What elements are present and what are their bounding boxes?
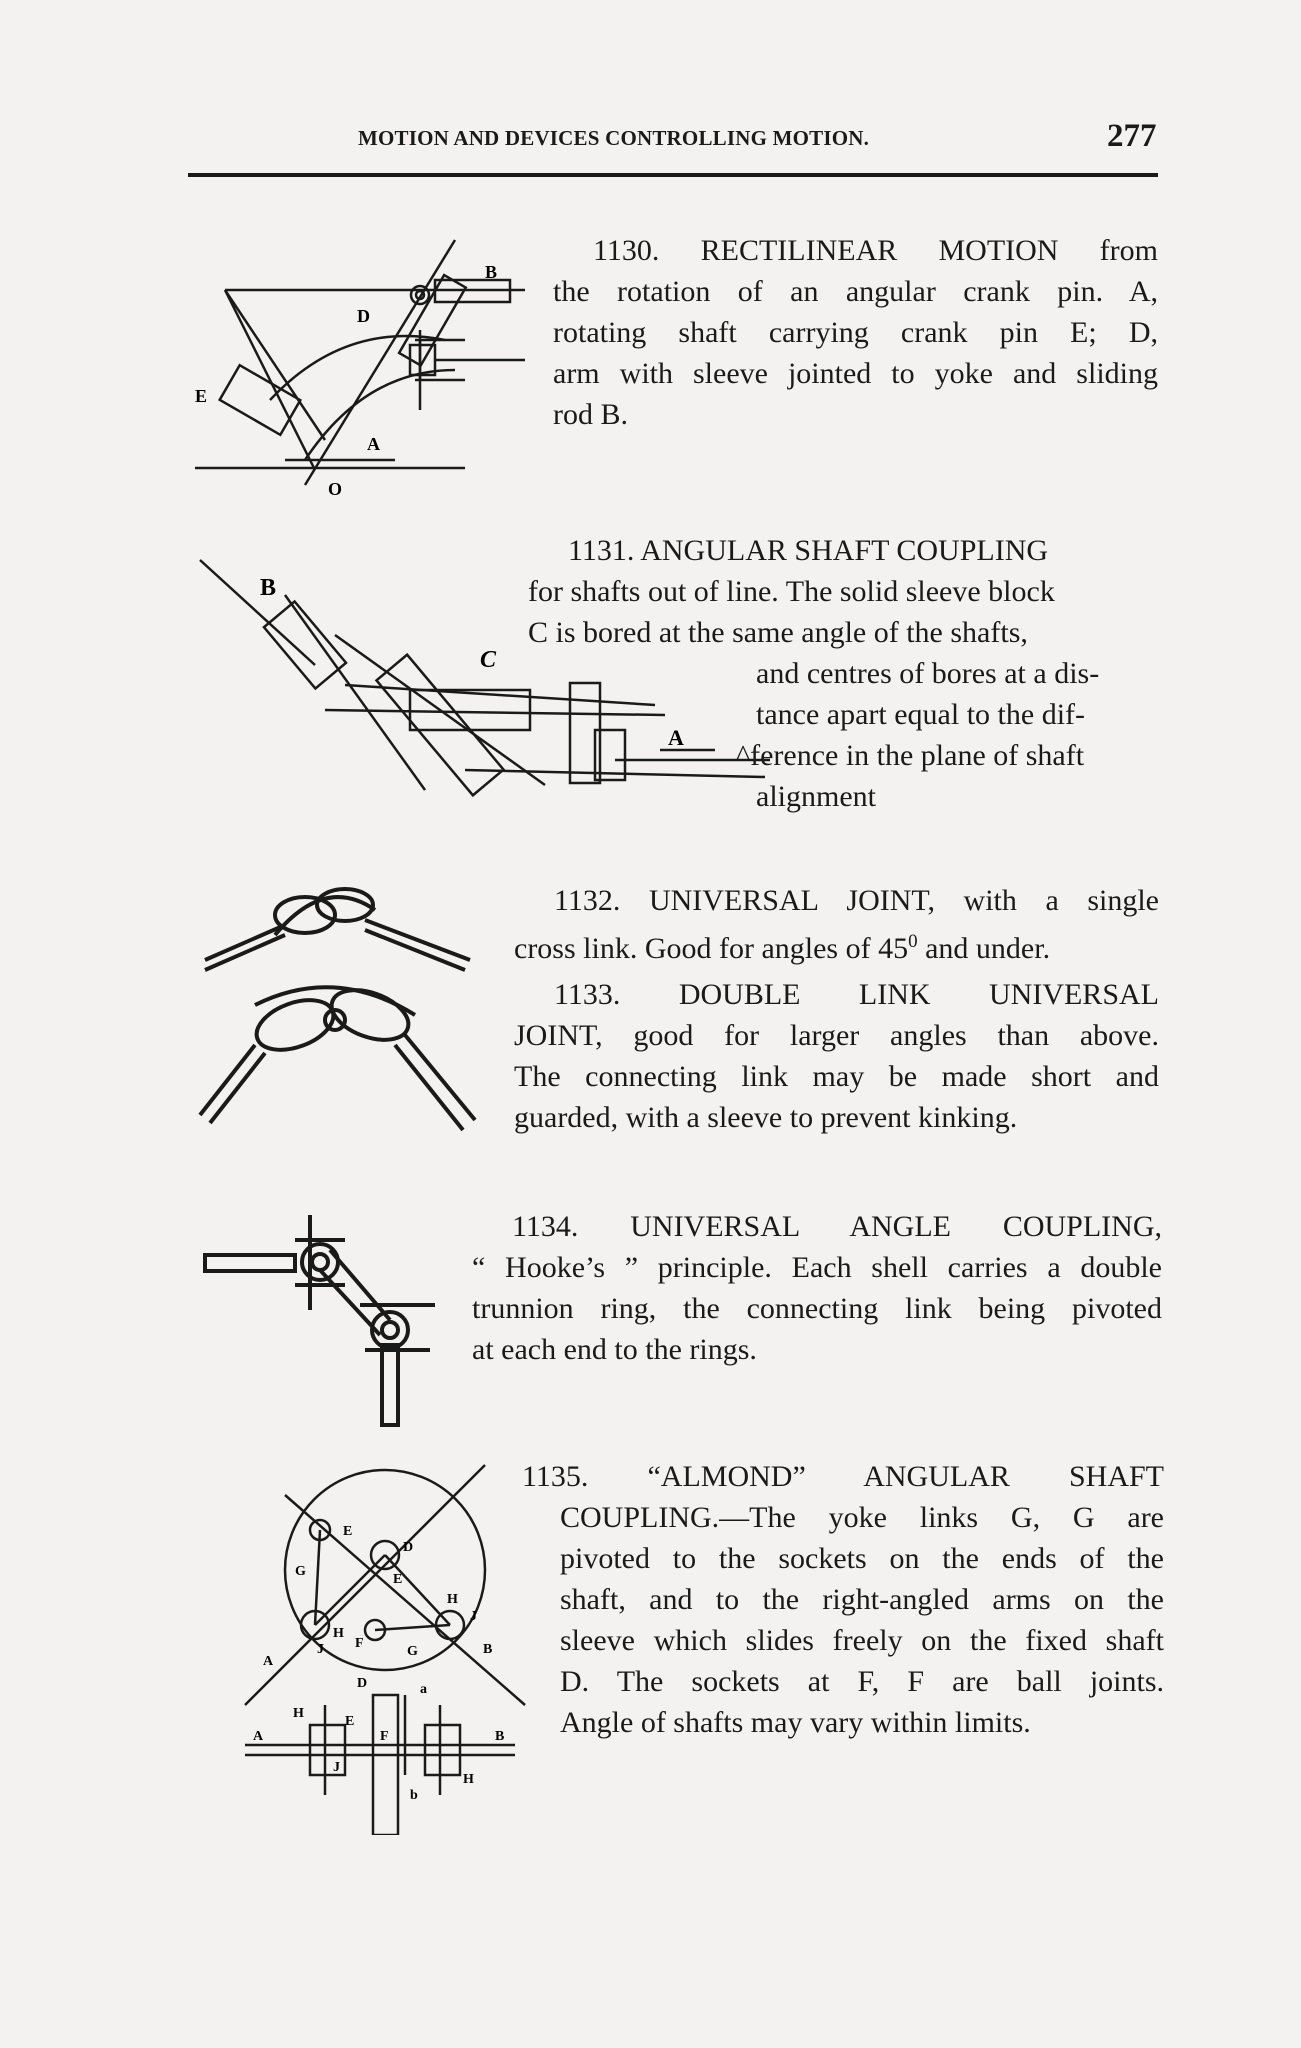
entry-line: ^ference in the plane of shaft [736, 739, 1085, 772]
figure-label: A [263, 1654, 274, 1669]
entry-line: 1131. ANGULAR SHAFT COUPLING [568, 534, 1049, 567]
figure-label: J [333, 1760, 340, 1775]
crank-mechanism-drawing [195, 230, 535, 505]
almond-coupling-drawing [225, 1455, 545, 1835]
entry-line-text: and under. [917, 932, 1051, 965]
entry-line: guarded, with a sleeve to prevent kinking. [514, 1101, 1018, 1134]
entry-1134 [472, 1206, 1162, 1370]
figure-label: H [447, 1592, 458, 1607]
figure-label: G [295, 1564, 306, 1579]
entry-line: the rotation of an angular crank pin. A, [553, 275, 1158, 308]
figure-label: B [485, 262, 498, 282]
entry-line: shaft, and to the right-angled arms on the [560, 1583, 1164, 1616]
hookes-coupling-drawing [200, 1210, 450, 1430]
figure-label: H [293, 1706, 304, 1721]
figure-label: G [407, 1644, 418, 1659]
entry-line: COUPLING.—The yoke links G, G are [560, 1501, 1164, 1534]
angular-shaft-coupling-drawing [195, 555, 775, 805]
entry-line: The connecting link may be made short and [514, 1060, 1159, 1093]
figure-label: B [260, 575, 277, 601]
entry-line: tance apart equal to the dif- [756, 698, 1086, 731]
figure-label: E [345, 1714, 355, 1729]
entry-line: rod B. [553, 398, 628, 431]
entry-line: 1134. UNIVERSAL ANGLE COUPLING, [512, 1210, 1162, 1243]
figure-label: F [355, 1636, 364, 1651]
entry-1130 [553, 230, 1158, 435]
figure-label: J [317, 1642, 324, 1657]
figure-label: a [420, 1682, 427, 1697]
figure-label: O [328, 479, 343, 499]
entry-line: pivoted to the sockets on the ends of the [560, 1542, 1164, 1575]
entry-line: arm with sleeve jointed to yoke and sliding [553, 357, 1158, 390]
figure-label: H [463, 1772, 474, 1787]
entry-line: 1132. UNIVERSAL JOINT, with a single [554, 884, 1159, 917]
figure-label: A [253, 1729, 264, 1744]
entry-line: at each end to the rings. [472, 1333, 757, 1366]
figure-label: J [470, 1609, 477, 1624]
figure-label: D [403, 1540, 414, 1555]
entry-line: 1133. DOUBLE LINK UNIVERSAL [554, 978, 1159, 1011]
figure-label: A [668, 725, 684, 750]
header-rule [188, 173, 1158, 177]
figure-label: C [480, 647, 497, 673]
entry-line: trunnion ring, the connecting link being pivoted [472, 1292, 1162, 1325]
figure-1132-1133 [195, 875, 495, 1145]
figure-1135 [225, 1455, 545, 1835]
figure-label: H [333, 1626, 344, 1641]
universal-joints-drawing [195, 875, 495, 1145]
figure-label: A [367, 434, 380, 454]
entry-1132 [514, 880, 1159, 969]
entry-line: D. The sockets at F, F are ball joints. [560, 1665, 1164, 1698]
figure-label: E [343, 1524, 353, 1539]
entry-1133 [514, 974, 1159, 1138]
entry-line: for shafts out of line. The solid sleeve block [528, 575, 1055, 608]
figure-label: E [195, 386, 208, 406]
figure-1134 [200, 1210, 450, 1430]
figure-1131 [195, 555, 775, 805]
running-head: MOTION AND DEVICES CONTROLLING MOTION. [358, 126, 870, 150]
figure-label: B [483, 1642, 493, 1657]
entry-line: 1135. “ALMOND” ANGULAR SHAFT [522, 1460, 1164, 1493]
entry-line: Angle of shafts may vary within limits. [560, 1706, 1031, 1739]
figure-1130 [195, 230, 535, 505]
figure-label: b [410, 1788, 418, 1803]
figure-label: E [393, 1572, 403, 1587]
entry-line: 1130. RECTILINEAR MOTION from [593, 234, 1158, 267]
entry-line: JOINT, good for larger angles than above. [514, 1019, 1159, 1052]
figure-label: D [357, 306, 370, 326]
entry-line-text: cross link. Good for angles of 45 [514, 932, 909, 965]
superscript-degree: 0 [908, 931, 918, 952]
entry-1135 [522, 1456, 1164, 1743]
page-number: 277 [1107, 118, 1157, 154]
entry-line [514, 921, 1159, 969]
entry-line: and centres of bores at a dis- [756, 657, 1100, 690]
entry-line: rotating shaft carrying crank pin E; D, [553, 316, 1158, 349]
entry-line: C is bored at the same angle of the shafts, [528, 616, 1028, 649]
figure-label: B [495, 1729, 505, 1744]
entry-line: alignment [756, 780, 876, 813]
entry-line: sleeve which slides freely on the fixed shaft [560, 1624, 1164, 1657]
figure-label: D [357, 1676, 368, 1691]
figure-label: F [380, 1729, 389, 1744]
entry-line: “ Hooke’s ” principle. Each shell carries a double [472, 1251, 1162, 1284]
